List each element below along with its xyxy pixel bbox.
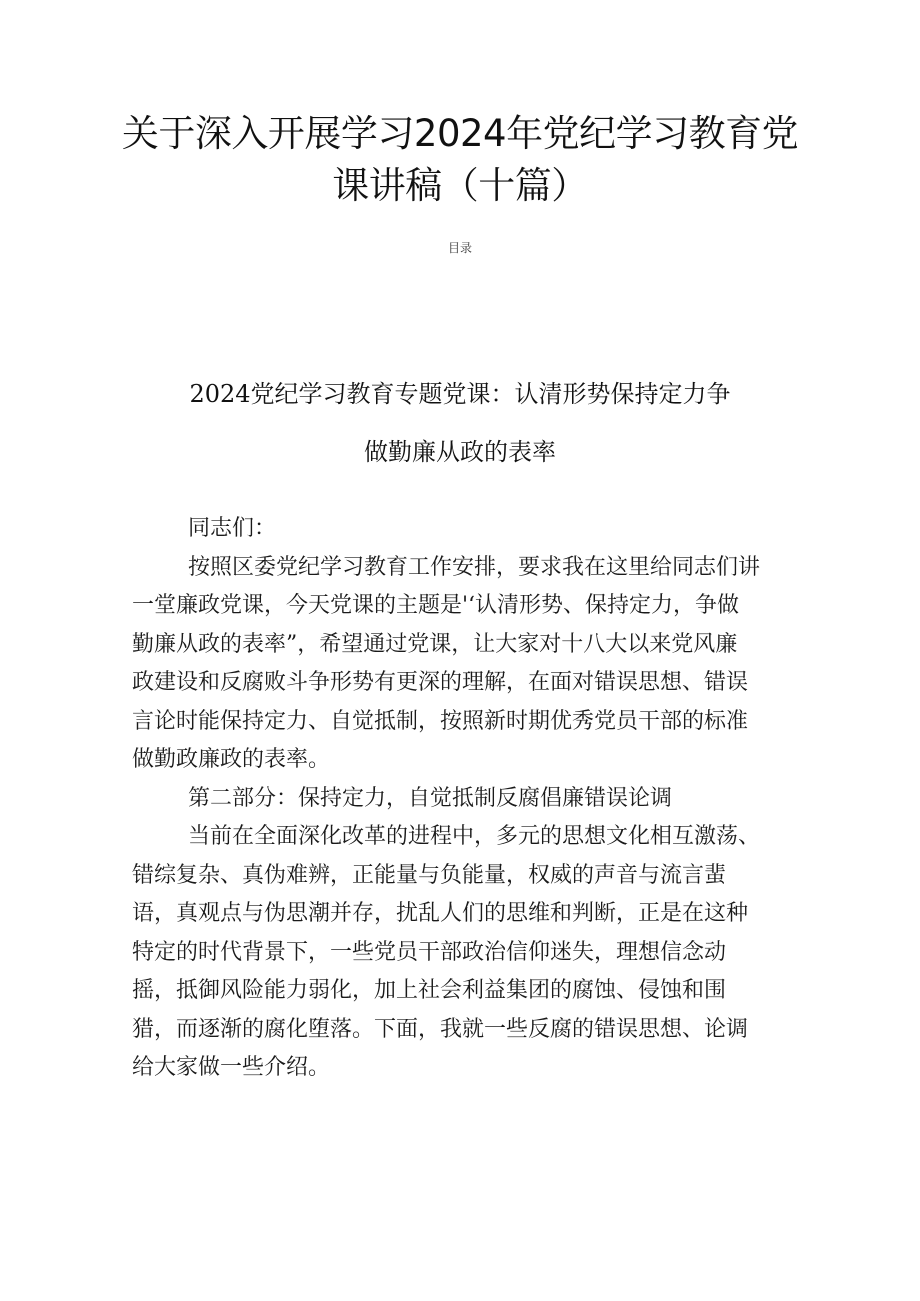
document-title-line: 课讲稿（十篇） xyxy=(332,164,588,207)
body-text xyxy=(132,510,792,1088)
paragraph-line: 按照区委党纪学习教育工作安排，要求我在这里给同志们讲 xyxy=(188,554,761,580)
paragraph-line: 第二部分：保持定力，自觉抵制反腐倡廉错误论调 xyxy=(188,785,673,811)
section-title-line: 2024党纪学习教育专题党课：认清形势保持定力争 xyxy=(189,380,731,408)
section-title xyxy=(130,365,790,481)
toc-label: 目录 xyxy=(447,241,472,255)
paragraph-line: 特定的时代背景下，一些党员干部政治信仰迷失，理想信念动 xyxy=(132,939,727,965)
paragraph-line: 语，真观点与伪思潮并存，扰乱人们的思维和判断，正是在这种 xyxy=(132,901,749,926)
intro-paragraph xyxy=(132,549,792,780)
paragraph-line: 言论时能保持定力、自觉抵制，按照新时期优秀党员干部的标准 xyxy=(132,708,749,734)
paragraph-line: 给大家做一些介绍。 xyxy=(132,1055,331,1080)
part-heading xyxy=(132,780,792,819)
paragraph-line: 错综复杂、真伪难辨，正能量与负能量，权威的声音与流言蜚 xyxy=(132,862,727,888)
paragraph-line: 政建设和反腐败斗争形势有更深的理解，在面对错误思想、错误 xyxy=(132,670,749,695)
paragraph-line: 做勤政廉政的表率。 xyxy=(132,747,331,772)
document-title-line: 关于深入开展学习2024年党纪学习教育党 xyxy=(121,112,799,155)
section-title-line: 做勤廉从政的表率 xyxy=(364,438,556,466)
paragraph-line: 同志们： xyxy=(188,516,277,541)
paragraph-line: 猎，而逐渐的腐化堕落。下面，我就一些反腐的错误思想、论调 xyxy=(132,1016,749,1042)
greeting-paragraph xyxy=(132,510,792,549)
body-paragraph xyxy=(132,818,792,1088)
paragraph-line: 一堂廉政党课，今天党课的主题是'‘认清形势、保持定力，争做 xyxy=(132,593,740,618)
paragraph-line: 勤廉从政的表率”，希望通过党课，让大家对十八大以来党风廉 xyxy=(132,631,738,657)
paragraph-line: 当前在全面深化改革的进程中，多元的思想文化相互激荡、 xyxy=(188,824,761,849)
paragraph-line: 摇，抵御风险能力弱化，加上社会利益集团的腐蚀、侵蚀和围 xyxy=(132,978,727,1003)
document-title xyxy=(120,108,800,212)
